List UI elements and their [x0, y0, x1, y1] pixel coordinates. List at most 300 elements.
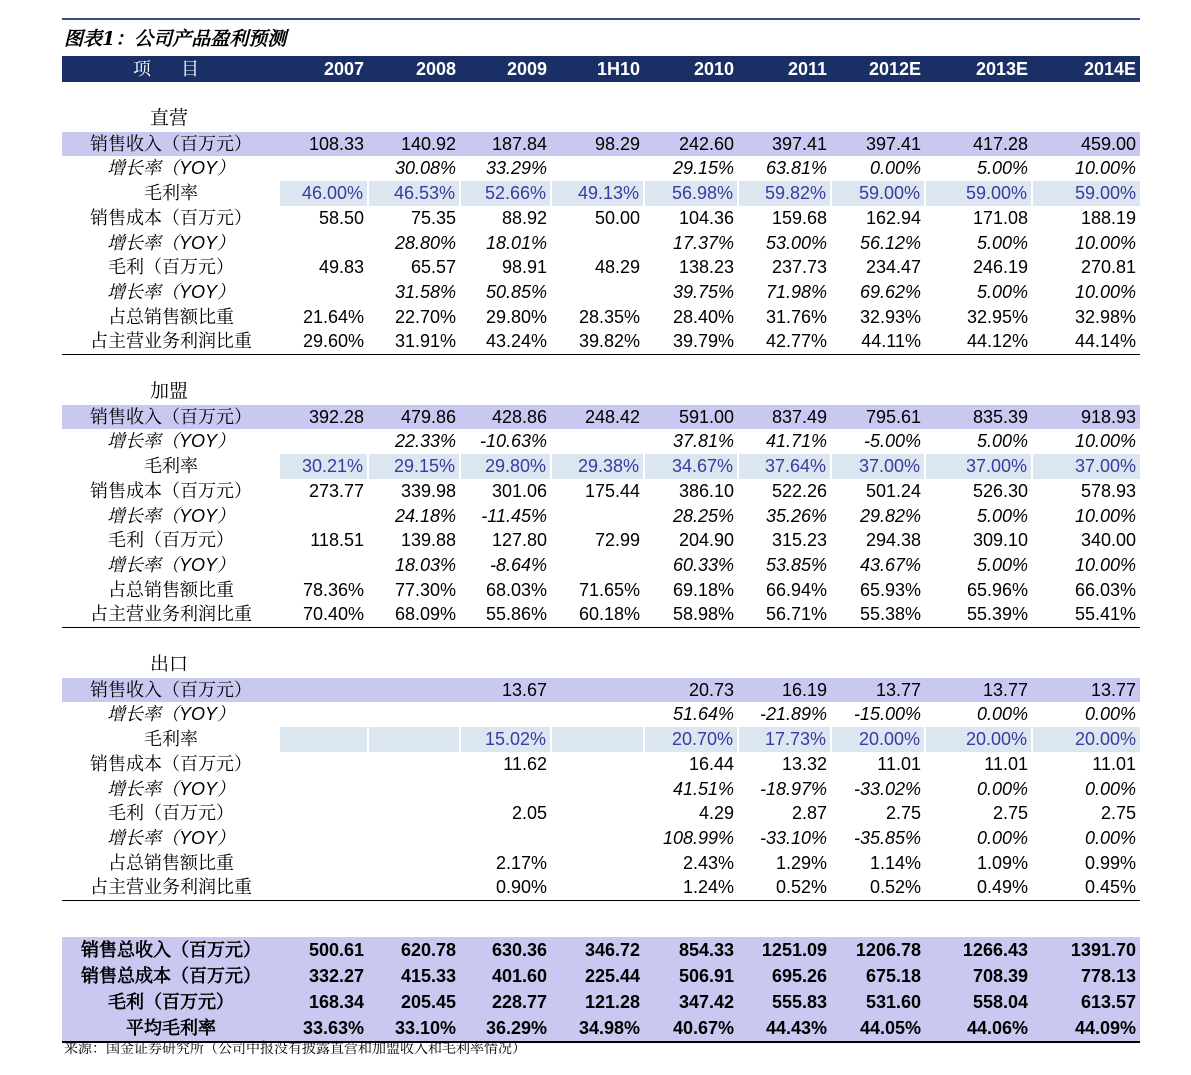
total-value-cell: 228.77 — [460, 989, 551, 1015]
table-header-row — [62, 56, 1140, 82]
value-cell: 10.00% — [1074, 281, 1136, 302]
value-cell: 39.75% — [672, 281, 734, 302]
value-cell: 37.00% — [1032, 454, 1140, 479]
value-cell: 118.51 — [310, 530, 364, 551]
value-cell: 0.00% — [1084, 827, 1136, 848]
value-cell: 44.14% — [1032, 329, 1140, 354]
value-cell: 59.82% — [738, 181, 831, 206]
row-label: 销售收入（百万元） — [62, 678, 280, 703]
value-cell: 339.98 — [400, 480, 456, 501]
value-cell: 5.00% — [976, 232, 1028, 253]
total-value-cell: 205.45 — [368, 989, 460, 1015]
row-label: 占主营业务利润比重 — [62, 875, 280, 900]
value-cell: 59.00% — [831, 181, 925, 206]
value-cell: 17.37% — [672, 232, 734, 253]
value-cell: 20.00% — [1032, 727, 1140, 752]
value-cell — [551, 280, 644, 305]
value-cell: 248.42 — [551, 405, 644, 430]
value-cell: 31.76% — [765, 306, 827, 327]
row-label: 增长率（YOY） — [106, 232, 235, 253]
value-cell: 17.73% — [738, 727, 831, 752]
row-plain — [62, 752, 1140, 777]
row-last — [62, 329, 1140, 354]
value-cell: 29.80% — [485, 306, 547, 327]
total-value-cell: 44.06% — [925, 1015, 1032, 1042]
row-yoy — [62, 429, 1140, 454]
section-title-row — [62, 653, 1140, 678]
value-cell: 139.88 — [400, 530, 456, 551]
value-cell: 578.93 — [1080, 480, 1136, 501]
value-cell: 68.03% — [485, 579, 547, 600]
value-cell: 65.93% — [859, 579, 921, 600]
row-yoy — [62, 280, 1140, 305]
row-label: 增长率（YOY） — [106, 431, 235, 452]
value-cell: 2.75 — [1100, 803, 1136, 824]
row-label: 增长率（YOY） — [106, 704, 235, 725]
value-cell — [460, 702, 551, 727]
value-cell: 71.98% — [765, 281, 827, 302]
value-cell: 1.09% — [976, 852, 1028, 873]
value-cell: 428.86 — [460, 405, 551, 430]
value-cell: 29.15% — [672, 158, 734, 179]
value-cell: 55.38% — [831, 602, 925, 627]
row-label: 增长率（YOY） — [106, 505, 235, 526]
value-cell: 21.64% — [302, 306, 364, 327]
value-cell: 140.92 — [368, 132, 460, 157]
spacer-row — [62, 628, 1140, 654]
value-cell — [280, 429, 368, 454]
total-value-cell: 630.36 — [460, 937, 551, 963]
value-cell: 24.18% — [394, 505, 456, 526]
total-value-cell: 1266.43 — [925, 937, 1032, 963]
section-title-row — [62, 380, 1140, 405]
value-cell: 795.61 — [831, 405, 925, 430]
value-cell: 0.52% — [738, 875, 831, 900]
value-cell: 56.98% — [644, 181, 738, 206]
value-cell: 2.75 — [885, 803, 921, 824]
value-cell — [280, 702, 368, 727]
value-cell: 32.95% — [966, 306, 1028, 327]
value-cell: 49.83 — [318, 257, 364, 278]
value-cell: 11.62 — [503, 753, 547, 774]
value-cell — [280, 727, 368, 752]
total-value-cell: 854.33 — [644, 937, 738, 963]
value-cell: 171.08 — [972, 207, 1028, 228]
value-cell: -11.45% — [481, 505, 547, 526]
value-cell: 10.00% — [1074, 158, 1136, 179]
value-cell: 58.98% — [644, 602, 738, 627]
value-cell: 29.80% — [460, 454, 551, 479]
header-year-cell: 2012E — [831, 56, 925, 82]
total-value-cell: 346.72 — [551, 937, 644, 963]
value-cell: 37.00% — [925, 454, 1032, 479]
value-cell: 501.24 — [865, 480, 921, 501]
value-cell: 60.33% — [672, 554, 734, 575]
value-cell: 835.39 — [925, 405, 1032, 430]
value-cell: 39.82% — [551, 329, 644, 354]
row-gm — [62, 454, 1140, 479]
row-plain — [62, 578, 1140, 603]
total-value-cell: 332.27 — [280, 963, 368, 989]
value-cell: 66.03% — [1074, 579, 1136, 600]
value-cell: 10.00% — [1074, 505, 1136, 526]
value-cell — [280, 777, 368, 802]
value-cell: 55.39% — [925, 602, 1032, 627]
value-cell: 50.85% — [485, 281, 547, 302]
row-yoy — [62, 702, 1140, 727]
value-cell: 187.84 — [460, 132, 551, 157]
value-cell: 46.00% — [280, 181, 368, 206]
value-cell: 42.77% — [738, 329, 831, 354]
row-label: 销售成本（百万元） — [90, 480, 252, 501]
value-cell: 32.93% — [859, 306, 921, 327]
value-cell: 11.01 — [877, 753, 921, 774]
value-cell: 18.01% — [485, 232, 547, 253]
total-value-cell: 168.34 — [280, 989, 368, 1015]
value-cell: 242.60 — [644, 132, 738, 157]
spacer-row — [62, 355, 1140, 381]
value-cell: 63.81% — [765, 158, 827, 179]
row-plain — [62, 801, 1140, 826]
value-cell: 55.41% — [1032, 602, 1140, 627]
value-cell — [280, 875, 368, 900]
value-cell: 270.81 — [1080, 257, 1136, 278]
value-cell: 340.00 — [1080, 530, 1136, 551]
value-cell: 234.47 — [865, 257, 921, 278]
value-cell: 0.99% — [1084, 852, 1136, 873]
total-value-cell: 33.63% — [280, 1015, 368, 1042]
value-cell — [551, 429, 644, 454]
total-value-cell: 1391.70 — [1032, 937, 1140, 963]
row-yoy — [62, 553, 1140, 578]
value-cell: 31.91% — [368, 329, 460, 354]
value-cell: 16.44 — [688, 753, 734, 774]
header-year-cell: 2013E — [925, 56, 1032, 82]
value-cell: 20.73 — [644, 678, 738, 703]
row-label: 销售成本（百万元） — [90, 207, 252, 228]
value-cell: 2.75 — [992, 803, 1028, 824]
value-cell: 0.00% — [976, 778, 1028, 799]
value-cell: 28.40% — [672, 306, 734, 327]
row-label: 毛利率 — [144, 183, 198, 204]
row-plain — [62, 255, 1140, 280]
value-cell: 0.00% — [869, 158, 921, 179]
row-label: 占主营业务利润比重 — [62, 602, 280, 627]
row-label: 毛利率 — [144, 456, 198, 477]
value-cell: 31.58% — [394, 281, 456, 302]
total-value-cell: 500.61 — [280, 937, 368, 963]
value-cell: 16.19 — [738, 678, 831, 703]
row-label: 毛利（百万元） — [108, 257, 234, 278]
row-yoy — [62, 777, 1140, 802]
value-cell: 0.49% — [925, 875, 1032, 900]
value-cell: 59.00% — [1032, 181, 1140, 206]
row-gm — [62, 181, 1140, 206]
value-cell: 479.86 — [368, 405, 460, 430]
top-rule — [62, 18, 1140, 20]
value-cell: -33.02% — [853, 778, 921, 799]
row-label: 增长率（YOY） — [106, 554, 235, 575]
value-cell: 20.00% — [925, 727, 1032, 752]
value-cell: 397.41 — [831, 132, 925, 157]
total-value-cell: 415.33 — [368, 963, 460, 989]
value-cell: 88.92 — [501, 207, 547, 228]
value-cell: 301.06 — [491, 480, 547, 501]
total-value-cell: 778.13 — [1032, 963, 1140, 989]
value-cell: 30.08% — [394, 158, 456, 179]
total-value-cell: 40.67% — [644, 1015, 738, 1042]
value-cell — [551, 851, 644, 876]
value-cell: 70.40% — [280, 602, 368, 627]
value-cell: 104.36 — [678, 207, 734, 228]
value-cell — [368, 752, 460, 777]
value-cell — [280, 280, 368, 305]
row-yoy — [62, 231, 1140, 256]
total-value-cell: 675.18 — [831, 963, 925, 989]
value-cell: 37.00% — [831, 454, 925, 479]
value-cell: 10.00% — [1074, 431, 1136, 452]
value-cell: 417.28 — [925, 132, 1032, 157]
row-plain — [62, 305, 1140, 330]
total-value-cell: 44.09% — [1032, 1015, 1140, 1042]
value-cell: 72.99 — [594, 530, 640, 551]
header-year-cell: 2010 — [644, 56, 738, 82]
total-value-cell: 531.60 — [831, 989, 925, 1015]
value-cell: -33.10% — [759, 827, 827, 848]
value-cell: 0.00% — [1084, 778, 1136, 799]
total-value-cell: 44.05% — [831, 1015, 925, 1042]
value-cell: 65.96% — [966, 579, 1028, 600]
value-cell: 5.00% — [976, 281, 1028, 302]
total-value-cell: 33.10% — [368, 1015, 460, 1042]
row-plain — [62, 528, 1140, 553]
row-label: 增长率（YOY） — [106, 778, 235, 799]
value-cell: 22.70% — [394, 306, 456, 327]
value-cell: 28.25% — [672, 505, 734, 526]
value-cell: 30.21% — [280, 454, 368, 479]
value-cell: 49.13% — [551, 181, 644, 206]
value-cell: 51.64% — [672, 704, 734, 725]
value-cell: 11.01 — [1092, 753, 1136, 774]
total-label: 毛利（百万元） — [62, 989, 280, 1015]
spacer-cell — [62, 82, 1140, 107]
value-cell: 5.00% — [976, 158, 1028, 179]
value-cell: 37.81% — [672, 431, 734, 452]
value-cell: 1.14% — [869, 852, 921, 873]
value-cell — [551, 875, 644, 900]
total-row — [62, 989, 1140, 1015]
value-cell: 56.71% — [738, 602, 831, 627]
value-cell — [280, 826, 368, 851]
value-cell: 162.94 — [865, 207, 921, 228]
value-cell: 58.50 — [318, 207, 364, 228]
value-cell: 28.35% — [578, 306, 640, 327]
value-cell: 69.62% — [859, 281, 921, 302]
row-label: 毛利（百万元） — [108, 803, 234, 824]
value-cell: 0.45% — [1032, 875, 1140, 900]
value-cell: 2.43% — [682, 852, 734, 873]
value-cell: 29.15% — [368, 454, 460, 479]
value-cell — [368, 801, 460, 826]
value-cell: 13.67 — [460, 678, 551, 703]
value-cell: 4.29 — [698, 803, 734, 824]
value-cell — [551, 801, 644, 826]
total-value-cell: 1251.09 — [738, 937, 831, 963]
value-cell: 29.60% — [280, 329, 368, 354]
total-value-cell: 695.26 — [738, 963, 831, 989]
section-title: 加盟 — [150, 381, 189, 403]
total-label: 销售总成本（百万元） — [62, 963, 280, 989]
value-cell: 246.19 — [972, 257, 1028, 278]
spacer-row — [62, 901, 1140, 938]
spacer-cell — [62, 355, 1140, 381]
value-cell: 0.00% — [1084, 704, 1136, 725]
value-cell: 18.03% — [394, 554, 456, 575]
header-year-cell: 1H10 — [551, 56, 644, 82]
value-cell: 20.70% — [644, 727, 738, 752]
value-cell — [460, 826, 551, 851]
value-cell: 35.26% — [765, 505, 827, 526]
total-label: 平均毛利率 — [62, 1015, 280, 1042]
value-cell: 837.49 — [738, 405, 831, 430]
value-cell: 59.00% — [925, 181, 1032, 206]
value-cell: 68.09% — [368, 602, 460, 627]
value-cell: 10.00% — [1074, 232, 1136, 253]
value-cell: 315.23 — [771, 530, 827, 551]
row-label: 销售收入（百万元） — [62, 132, 280, 157]
value-cell: 10.00% — [1074, 554, 1136, 575]
total-row — [62, 937, 1140, 963]
value-cell: 0.00% — [976, 704, 1028, 725]
value-cell — [368, 826, 460, 851]
value-cell: 0.00% — [976, 827, 1028, 848]
row-label: 增长率（YOY） — [106, 281, 235, 302]
row-plain — [62, 479, 1140, 504]
total-value-cell: 620.78 — [368, 937, 460, 963]
value-cell: 55.86% — [460, 602, 551, 627]
value-cell — [368, 727, 460, 752]
value-cell: 98.29 — [551, 132, 644, 157]
total-label: 销售总收入（百万元） — [62, 937, 280, 963]
value-cell: 28.80% — [394, 232, 456, 253]
total-value-cell: 506.91 — [644, 963, 738, 989]
value-cell — [551, 727, 644, 752]
value-cell: 98.91 — [501, 257, 547, 278]
value-cell: 44.12% — [925, 329, 1032, 354]
value-cell: 0.90% — [460, 875, 551, 900]
value-cell — [280, 678, 368, 703]
value-cell: 22.33% — [394, 431, 456, 452]
row-label: 毛利率 — [144, 729, 198, 750]
value-cell: 32.98% — [1074, 306, 1136, 327]
figure-title: 图表1：公司产品盈利预测 — [64, 28, 287, 50]
row-label: 占总销售额比重 — [108, 306, 234, 327]
value-cell: -21.89% — [759, 704, 827, 725]
value-cell: 33.29% — [485, 158, 547, 179]
total-value-cell: 401.60 — [460, 963, 551, 989]
value-cell — [551, 702, 644, 727]
value-cell: 237.73 — [771, 257, 827, 278]
row-gm — [62, 727, 1140, 752]
value-cell — [280, 553, 368, 578]
row-rev — [62, 405, 1140, 430]
value-cell — [551, 752, 644, 777]
value-cell: 108.33 — [280, 132, 368, 157]
value-cell: 294.38 — [865, 530, 921, 551]
value-cell: 50.00 — [594, 207, 640, 228]
total-value-cell: 44.43% — [738, 1015, 831, 1042]
value-cell: 0.52% — [831, 875, 925, 900]
row-last — [62, 875, 1140, 900]
total-value-cell: 225.44 — [551, 963, 644, 989]
value-cell: 43.67% — [859, 554, 921, 575]
value-cell: 2.05 — [511, 803, 547, 824]
value-cell: 41.71% — [765, 431, 827, 452]
value-cell — [368, 702, 460, 727]
value-cell: 20.00% — [831, 727, 925, 752]
row-rev — [62, 132, 1140, 157]
total-value-cell: 36.29% — [460, 1015, 551, 1042]
row-rev — [62, 678, 1140, 703]
row-last — [62, 602, 1140, 627]
value-cell — [460, 777, 551, 802]
row-label: 增长率（YOY） — [106, 827, 235, 848]
value-cell: 273.77 — [308, 480, 364, 501]
value-cell — [551, 826, 644, 851]
value-cell: 386.10 — [678, 480, 734, 501]
row-yoy — [62, 156, 1140, 181]
header-year-cell: 2007 — [280, 56, 368, 82]
value-cell: 13.77 — [1032, 678, 1140, 703]
value-cell: 5.00% — [976, 505, 1028, 526]
value-cell: 15.02% — [460, 727, 551, 752]
value-cell — [551, 504, 644, 529]
total-row — [62, 963, 1140, 989]
value-cell: 526.30 — [972, 480, 1028, 501]
value-cell: 1.29% — [775, 852, 827, 873]
value-cell: 56.12% — [859, 232, 921, 253]
header-year-cell: 2011 — [738, 56, 831, 82]
value-cell: 53.85% — [765, 554, 827, 575]
value-cell: 60.18% — [551, 602, 644, 627]
value-cell: 41.51% — [672, 778, 734, 799]
value-cell: 69.18% — [672, 579, 734, 600]
value-cell: 5.00% — [976, 554, 1028, 575]
value-cell: 77.30% — [394, 579, 456, 600]
value-cell: -15.00% — [853, 704, 921, 725]
value-cell: 29.38% — [551, 454, 644, 479]
value-cell: 43.24% — [460, 329, 551, 354]
value-cell: 2.87 — [791, 803, 827, 824]
value-cell — [551, 553, 644, 578]
header-year-cell: 2014E — [1032, 56, 1140, 82]
value-cell: 1.24% — [644, 875, 738, 900]
header-year-cell: 2009 — [460, 56, 551, 82]
value-cell: 66.94% — [765, 579, 827, 600]
value-cell: 459.00 — [1032, 132, 1140, 157]
total-value-cell: 558.04 — [925, 989, 1032, 1015]
value-cell: 29.82% — [859, 505, 921, 526]
value-cell: 37.64% — [738, 454, 831, 479]
value-cell: 108.99% — [662, 827, 734, 848]
row-label: 销售收入（百万元） — [62, 405, 280, 430]
row-label: 毛利（百万元） — [108, 530, 234, 551]
value-cell — [280, 231, 368, 256]
spacer-cell — [62, 901, 1140, 938]
value-cell: 127.80 — [491, 530, 547, 551]
value-cell — [280, 801, 368, 826]
value-cell — [551, 231, 644, 256]
